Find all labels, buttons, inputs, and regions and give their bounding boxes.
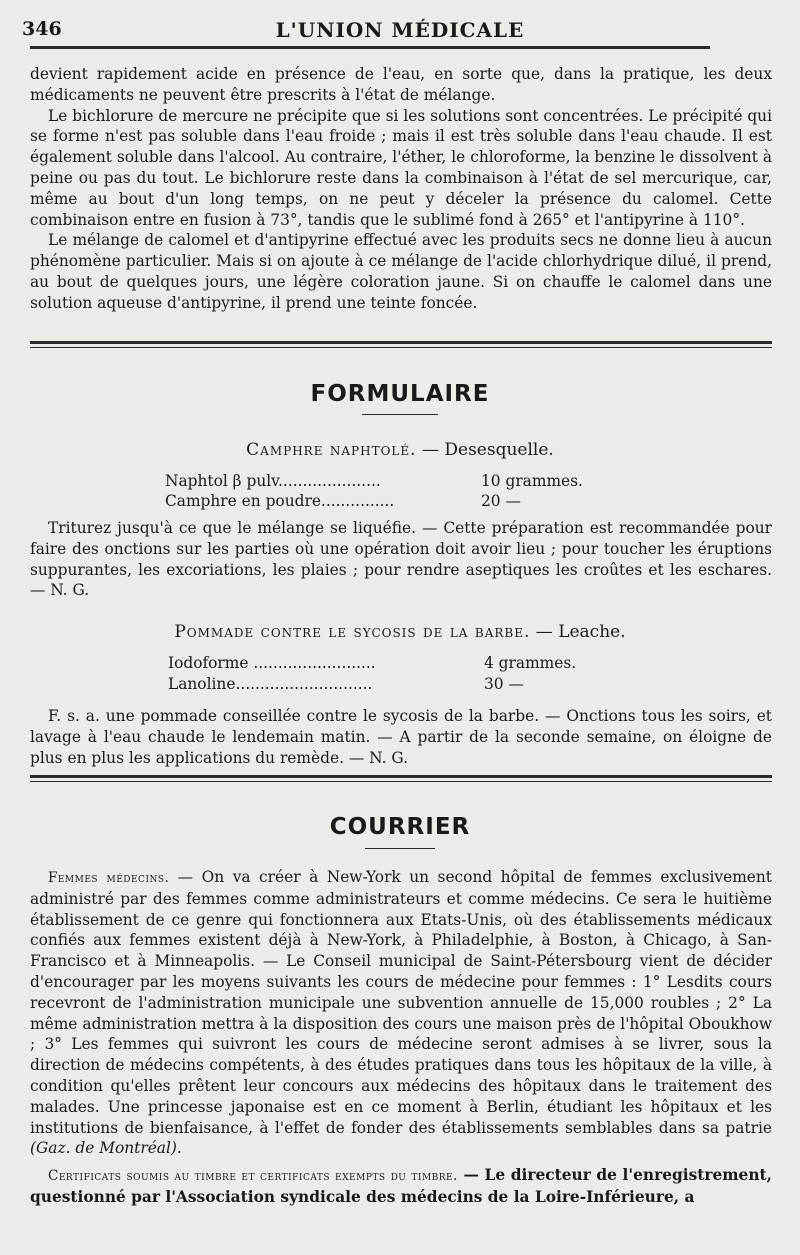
- source-citation: (Gaz. de Montréal).: [30, 1139, 182, 1158]
- courrier-heading: COURRIER: [329, 814, 471, 840]
- ingredient-name: Lanoline............................: [168, 675, 373, 693]
- ingredient-amount: 10 grammes.: [481, 472, 583, 490]
- ingredient-amount: 20 —: [481, 492, 521, 510]
- paragraph-lead: Certificats soumis au timbre et certificats exempts du timbre.: [48, 1168, 458, 1185]
- paragraph: Le bichlorure de mercure ne précipite que si les solutions sont concentrées. Le précipité qui se forme n'est pas soluble dans l'eau froide ; mais il est très soluble dans l'eau chaude. Il est également soluble dans l'alcool. Au contraire, l'éther, le chloroforme, la benzine le dissolvent à peine ou pas du tout. Le bichlorure reste dans la combinaison à l'état de sel mercurique, car, même au bout d'un long temps, on ne peut y déceler la présence du calomel. Cette combinaison entre en fusion à 73°, tandis que le sublimé fond à 265° et l'antipyrine à 110°.: [30, 106, 773, 229]
- ingredient-name: Camphre en poudre...............: [165, 492, 395, 510]
- paragraph-lead: Femmes médecins.: [48, 870, 170, 886]
- section-rule: [30, 781, 772, 782]
- courrier-text: [30, 867, 772, 1208]
- ingredient-amount: 4 grammes.: [484, 654, 577, 672]
- ingredient-amount: 30 —: [484, 675, 524, 693]
- section-rule: [30, 347, 772, 348]
- formulaire-heading: FORMULAIRE: [310, 381, 490, 407]
- recipe-title: [0, 622, 800, 642]
- recipe-text: [30, 518, 772, 601]
- page-number: 346: [22, 18, 62, 40]
- header-rule: [30, 46, 710, 49]
- top-text-block: [30, 64, 772, 314]
- running-header: [22, 14, 778, 44]
- paragraph: [30, 1165, 772, 1208]
- paragraph-body: — On va créer à New-York un second hôpital de femmes exclusivement administré par des femmes comme administrateurs et comme médecins. Ce sera le huitième établissement de ce genre qui fonctionnera aux Etats-Unis, où des établissements médicaux confiés aux femmes existent déjà à New-York, à Philadelphie, à Boston, à Chicago, à San-Francisco et à Minneapolis. — Le Conseil municipal de Saint-Pétersbourg vient de décider d'encourager par les moyens suivants les cours de médecine pour femmes : 1° Lesdits cours recevront de l'administration municipale une subvention annuelle de 15,000 roubles ; 2° La même administration mettra à la disposition des cours une maison près de l'hôpital Oboukhow ; 3° Les femmes qui suivront les cours de médecine seront admises à se livrer, sous la direction de médecins compétents, à des études pratiques dans tous les hôpitaux de la ville, à condition qu'elles prêtent leur concours aux médecins des hôpitaux dans le traitement des malades. Une princesse japonaise est en ce moment à Berlin, étudiant les hôpitaux et les institutions de bienfaisance, à l'effet de fonder des établissements semblables dans sa patrie: [30, 868, 772, 1137]
- paragraph: devient rapidement acide en présence de l'eau, en sorte que, dans la pratique, les deux médicaments ne peuvent être prescrits à l'état de mélange.: [30, 65, 772, 104]
- recipe-author: — Desesquelle.: [421, 440, 554, 460]
- heading-underline: [362, 414, 438, 415]
- ingredient-name: Iodoforme .........................: [168, 654, 376, 672]
- journal-title: L'UNION MÉDICALE: [275, 18, 525, 42]
- heading-underline: [365, 848, 435, 849]
- recipe-title: [0, 440, 800, 460]
- section-rule: [30, 775, 772, 778]
- recipe-name: Pommade contre le sycosis de la barbe.: [174, 622, 531, 642]
- recipe-text: [30, 706, 772, 768]
- paragraph: [30, 867, 772, 1159]
- paragraph: Le mélange de calomel et d'antipyrine effectué avec les produits secs ne donne lieu à aucun phénomène particulier. Mais si on ajoute à ce mélange de l'acide chlorhydrique dilué, il prend, au bout de quelques jours, une légère coloration jaune. Si on chauffe le calomel dans une solution aqueuse d'antipyrine, il prend une teinte foncée.: [30, 231, 772, 312]
- paragraph-body: — Le directeur de l'enregistrement, questionné par l'Association syndicale des médecins de la Loire-Inférieure, a: [30, 1166, 773, 1206]
- paragraph: Triturez jusqu'à ce que le mélange se liquéfie. — Cette préparation est recommandée pour faire des onctions sur les parties où une opération doit avoir lieu ; pour toucher les éruptions suppurantes, les excoriations, les plaies ; pour rendre aseptiques les croûtes et les eschares. — N. G.: [30, 519, 772, 600]
- paragraph: F. s. a. une pommade conseillée contre le sycosis de la barbe. — Onctions tous les soirs, et lavage à l'eau chaude le lendemain matin. — A partir de la seconde semaine, on éloigne de plus en plus les applications du remède. — N. G.: [30, 707, 772, 767]
- ingredient-name: Naphtol β pulv.....................: [165, 472, 381, 490]
- section-rule: [30, 341, 772, 344]
- recipe-author: — Leache.: [535, 622, 626, 642]
- recipe-name: Camphre naphtolé.: [246, 440, 417, 460]
